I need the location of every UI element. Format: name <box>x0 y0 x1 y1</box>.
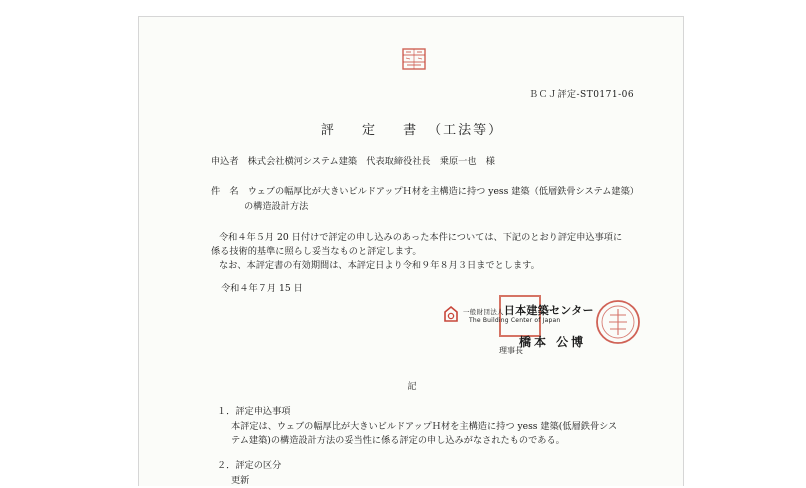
bcj-logo-icon <box>444 306 458 322</box>
applicant-line <box>211 155 495 169</box>
director-title: 理事長 <box>499 346 523 355</box>
issue-date: 令和４年７月 15 日 <box>221 283 303 294</box>
title-paren: （工法等） <box>428 123 504 138</box>
section-1-heading: １．評定申込事項 <box>217 406 291 417</box>
signature-block <box>439 295 679 363</box>
body-paragraph <box>211 231 671 273</box>
organization-prefix: 一般財団法人 <box>463 308 504 316</box>
section-1-line-2: テム建築)の構造設計方法の妥当性に係る評定の申し込みがなされたものである。 <box>231 435 565 446</box>
applicant-label: 申込者 <box>211 156 239 167</box>
round-seal-icon <box>595 299 641 345</box>
subject-line-1 <box>211 185 639 199</box>
organization-name <box>463 302 594 318</box>
applicant-text: 株式会社横河システム建築 代表取締役社長 乗原一也 様 <box>247 156 495 167</box>
body-line-2: 係る技術的基準に照らし妥当なものと評定します。 <box>211 246 422 257</box>
organization-main: 日本建築センター <box>503 304 594 317</box>
certificate-page <box>138 16 684 486</box>
document-title <box>139 119 685 138</box>
section-2-body: 更新 <box>231 475 250 486</box>
section-1-line-1: 本評定は、ウェブの幅厚比が大きいビルドアップＨ材を主構造に持つ yess 建築(低層鉄骨シス <box>231 421 618 432</box>
body-line-1: 令和４年５月 20 日付けで評定の申し込みのあった本件については、下記のとおり評定申込事項に <box>219 232 623 243</box>
body-line-3: なお、本評定書の有効期間は、本評定日より令和９年８月３日までとします。 <box>219 260 540 271</box>
ki-heading: 記 <box>407 382 417 392</box>
director-name: 橋本 公博 <box>519 335 587 349</box>
evaluation-number: ＢＣＪ評定-ST0171-06 <box>529 90 635 100</box>
title-main: 評 定 書 <box>320 123 429 138</box>
section-2-heading: ２．評定の区分 <box>217 460 282 471</box>
subject-label: 件 名 <box>211 186 239 197</box>
subject-line-2: の構造設計方法 <box>244 201 309 212</box>
red-stamp-icon <box>401 47 427 71</box>
subject-text-1: ウェブの幅厚比が大きいビルドアップＨ材を主構造に持つ yess 建築（低層鉄骨システム建築） <box>247 186 639 197</box>
organization-name-en: The Building Center of Japan <box>469 317 561 324</box>
